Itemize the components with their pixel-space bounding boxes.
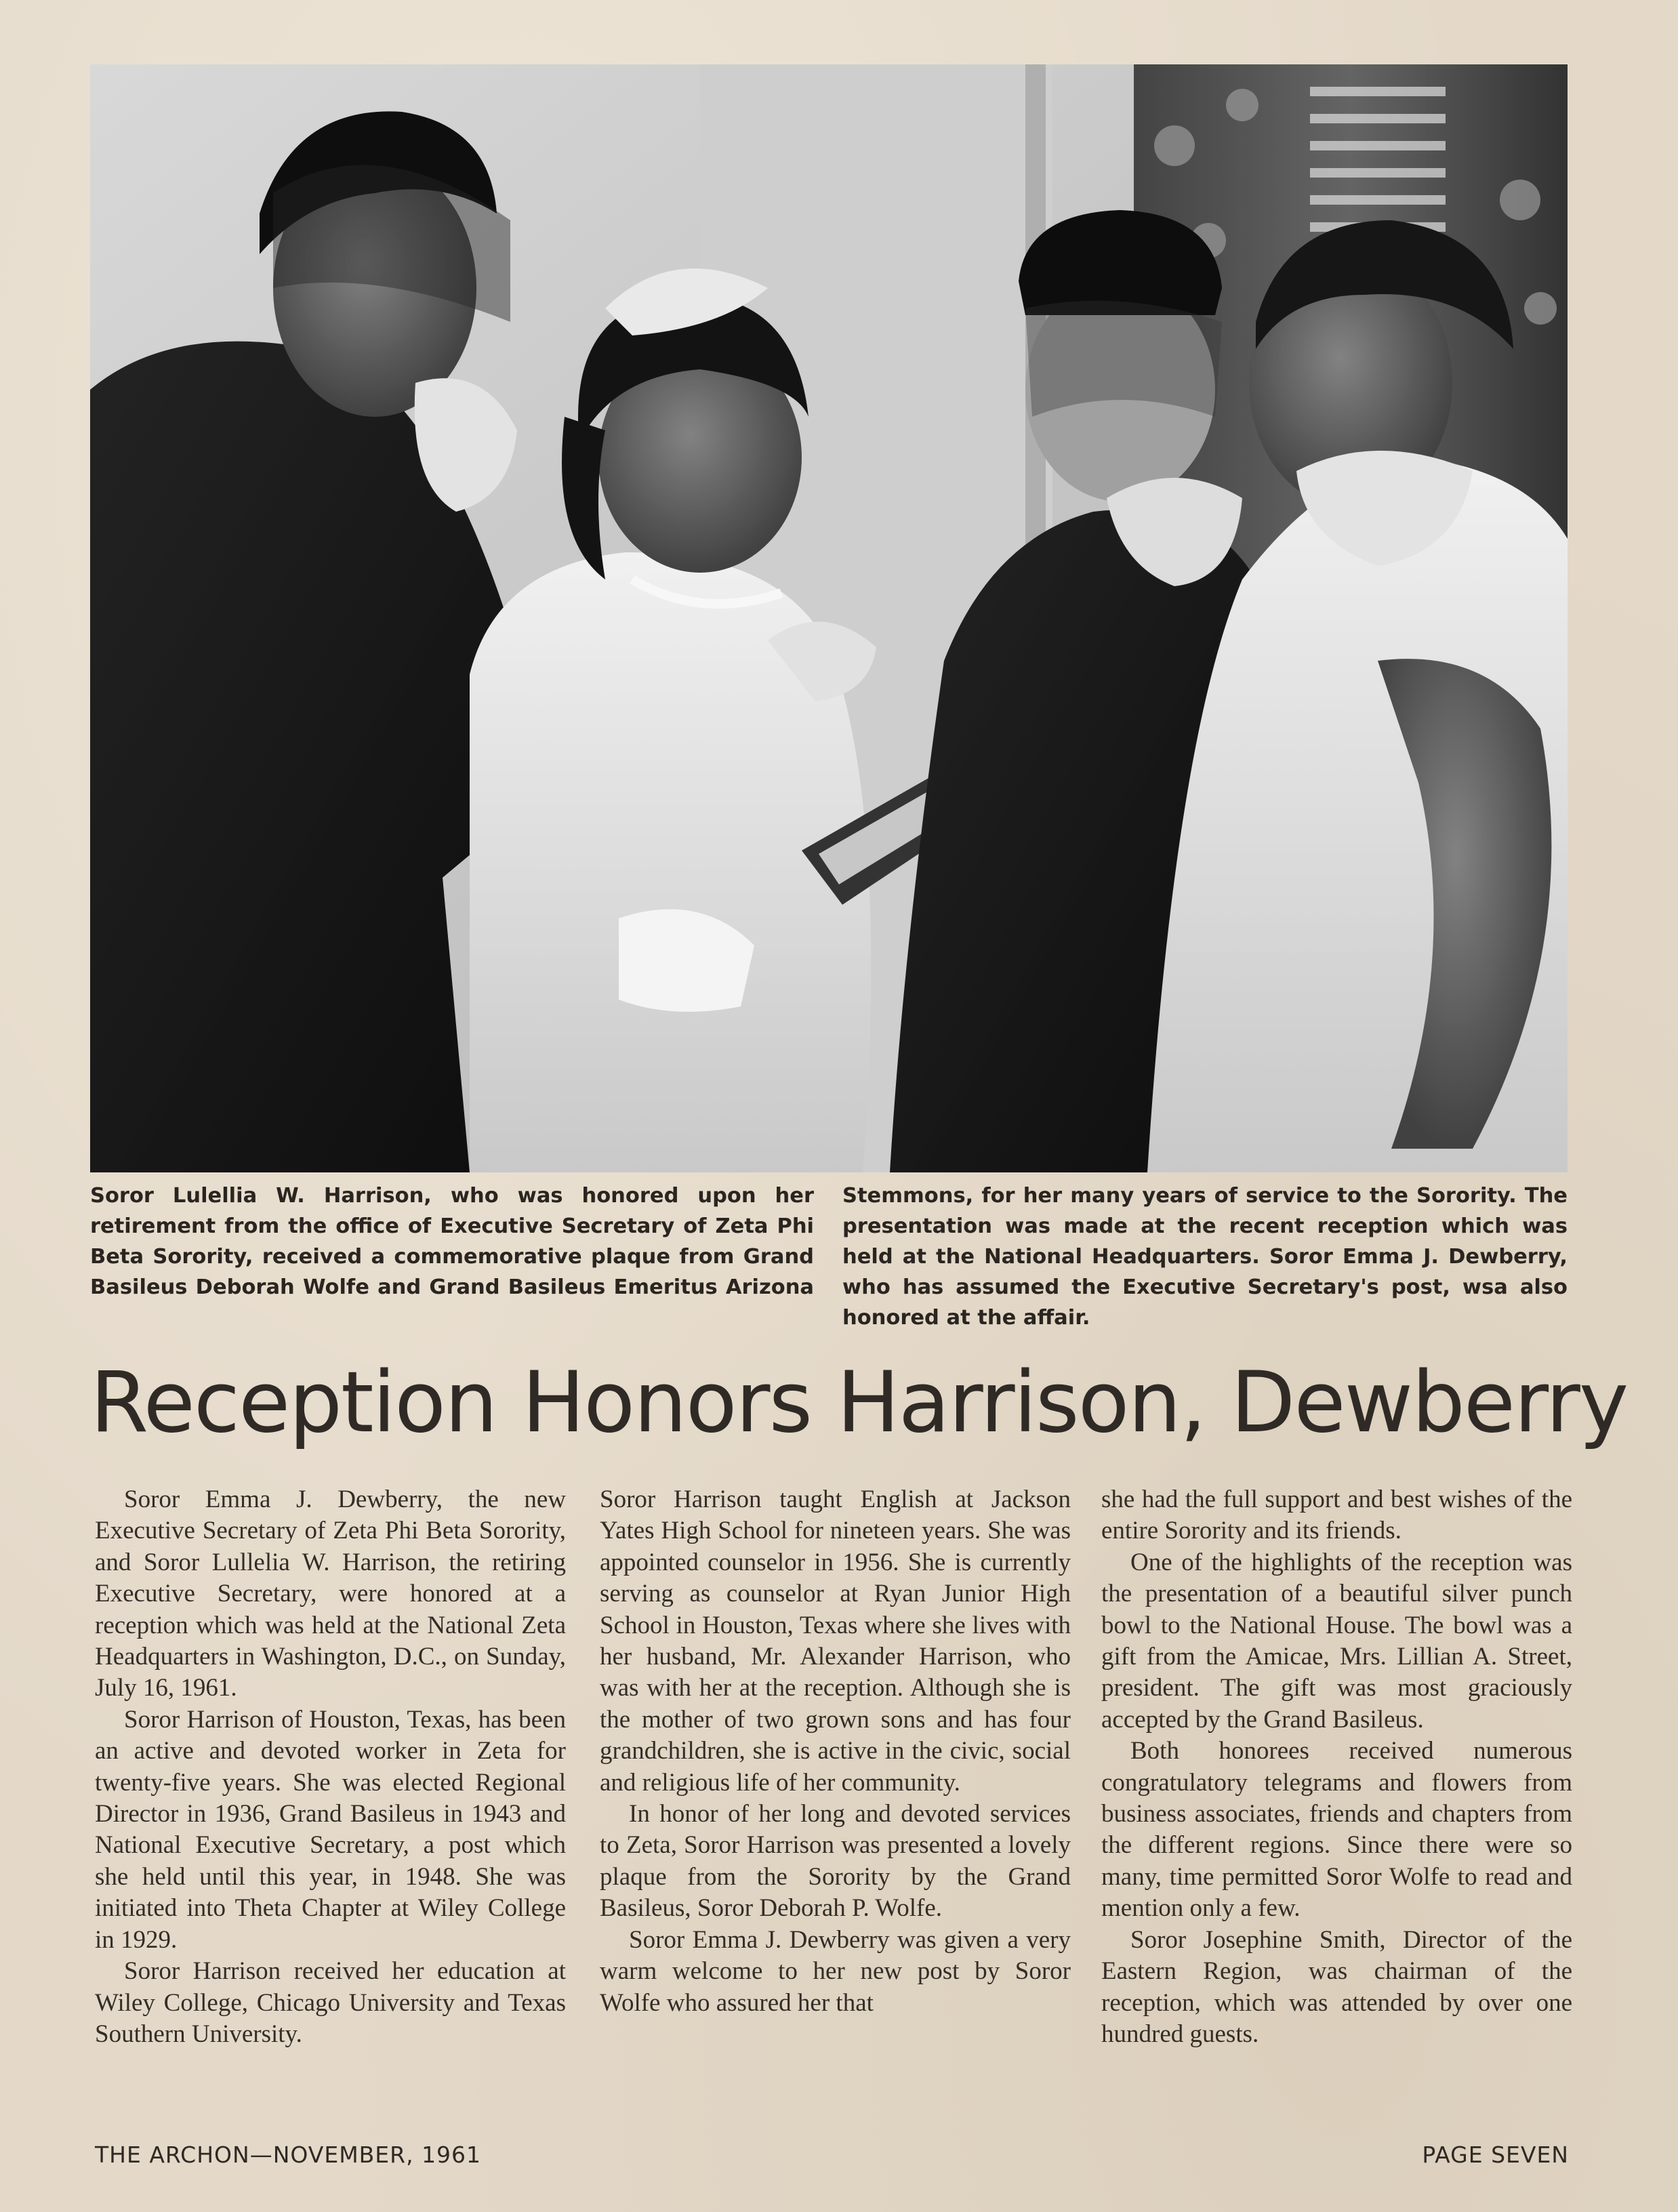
paragraph: Soror Harrison taught English at Jackson Yates High School for nineteen years. She was appointed counselor in 1956. She is currently serving as counselor at Ryan Junior High School in Houston, Texas where she lives with her husband, Mr. Alexander Harrison, who was with her at the reception. Although she is the mother of two grown sons and has four grandchildren, she is active in the civic, social and religious life of her community. <box>600 1486 1071 1797</box>
paragraph: Both honorees received numerous congratulatory telegrams and flowers from business associates, friends and chapters from the different regions. Since there were so many, time permitted Soror Wolfe to read and mention only a few. <box>1101 1737 1572 1923</box>
article-column-3 <box>1101 1484 1572 2050</box>
article-headline: Reception Honors Harrison, Dewberry <box>90 1354 1628 1452</box>
paragraph: Soror Emma J. Dewberry, the new Executive Secretary of Zeta Phi Beta Sorority, and Soror Lullelia W. Harrison, the retiring Executive Secretary, were honored at a reception which was held at the National Zeta Headquarters in Washington, D.C., on Sunday, July 16, 1961. <box>95 1486 566 1702</box>
publication-info: THE ARCHON—NOVEMBER, 1961 <box>95 2142 482 2168</box>
page-footer <box>95 2140 1569 2170</box>
photograph-icon <box>90 64 1568 1172</box>
paragraph: Soror Harrison of Houston, Texas, has been an active and devoted worker in Zeta for twenty-five years. She was elected Regional Director in 1936, Grand Basileus in 1943 and National Executive Secretary, a post which she held until this year, in 1948. She was initiated into Theta Chapter at Wiley College in 1929. <box>95 1705 566 1954</box>
paragraph: Soror Emma J. Dewberry was given a very warm welcome to her new post by Soror Wolfe who assured her that <box>600 1925 1071 2017</box>
caption-right-column: Stemmons, for her many years of service to the Sorority. The presentation was made at the recent reception which was held at the National Headquarters. Soror Emma J. Dewberry, who has assumed the Executive Secretary's post, wsa also honored at the affair. <box>842 1184 1568 1330</box>
article-body <box>95 1484 1572 2135</box>
page-number: PAGE SEVEN <box>1422 2142 1569 2168</box>
article-column-1 <box>95 1484 566 2050</box>
reception-photograph <box>90 64 1568 1172</box>
paragraph: she had the full support and best wishes of the entire Sorority and its friends. <box>1101 1486 1572 1545</box>
paragraph: Soror Harrison received her education at Wiley College, Chicago University and Texas Southern University. <box>95 1957 566 2048</box>
article-column-2 <box>600 1484 1071 2019</box>
paragraph: In honor of her long and devoted services to Zeta, Soror Harrison was presented a lovely plaque from the Sorority by the Grand Basileus, Soror Deborah P. Wolfe. <box>600 1800 1071 1923</box>
paragraph: One of the highlights of the reception was the presentation of a beautiful silver punch bowl to the National House. The bowl was a gift from the Amicae, Mrs. Lillian A. Street, president. The gift was most graciously accepted by the Grand Basileus. <box>1101 1548 1572 1734</box>
photo-caption <box>90 1181 1568 1330</box>
paragraph: Soror Josephine Smith, Director of the Eastern Region, was chairman of the reception, which was attended by over one hundred guests. <box>1101 1925 1572 2048</box>
caption-left-column: Soror Lulellia W. Harrison, who was honored upon her retirement from the office of Executive Secretary of Zeta Phi Beta Sorority, received a commemorative plaque from Grand Basileus Deborah Wolfe and Grand Basileus Emeritus Arizona <box>90 1184 814 1299</box>
